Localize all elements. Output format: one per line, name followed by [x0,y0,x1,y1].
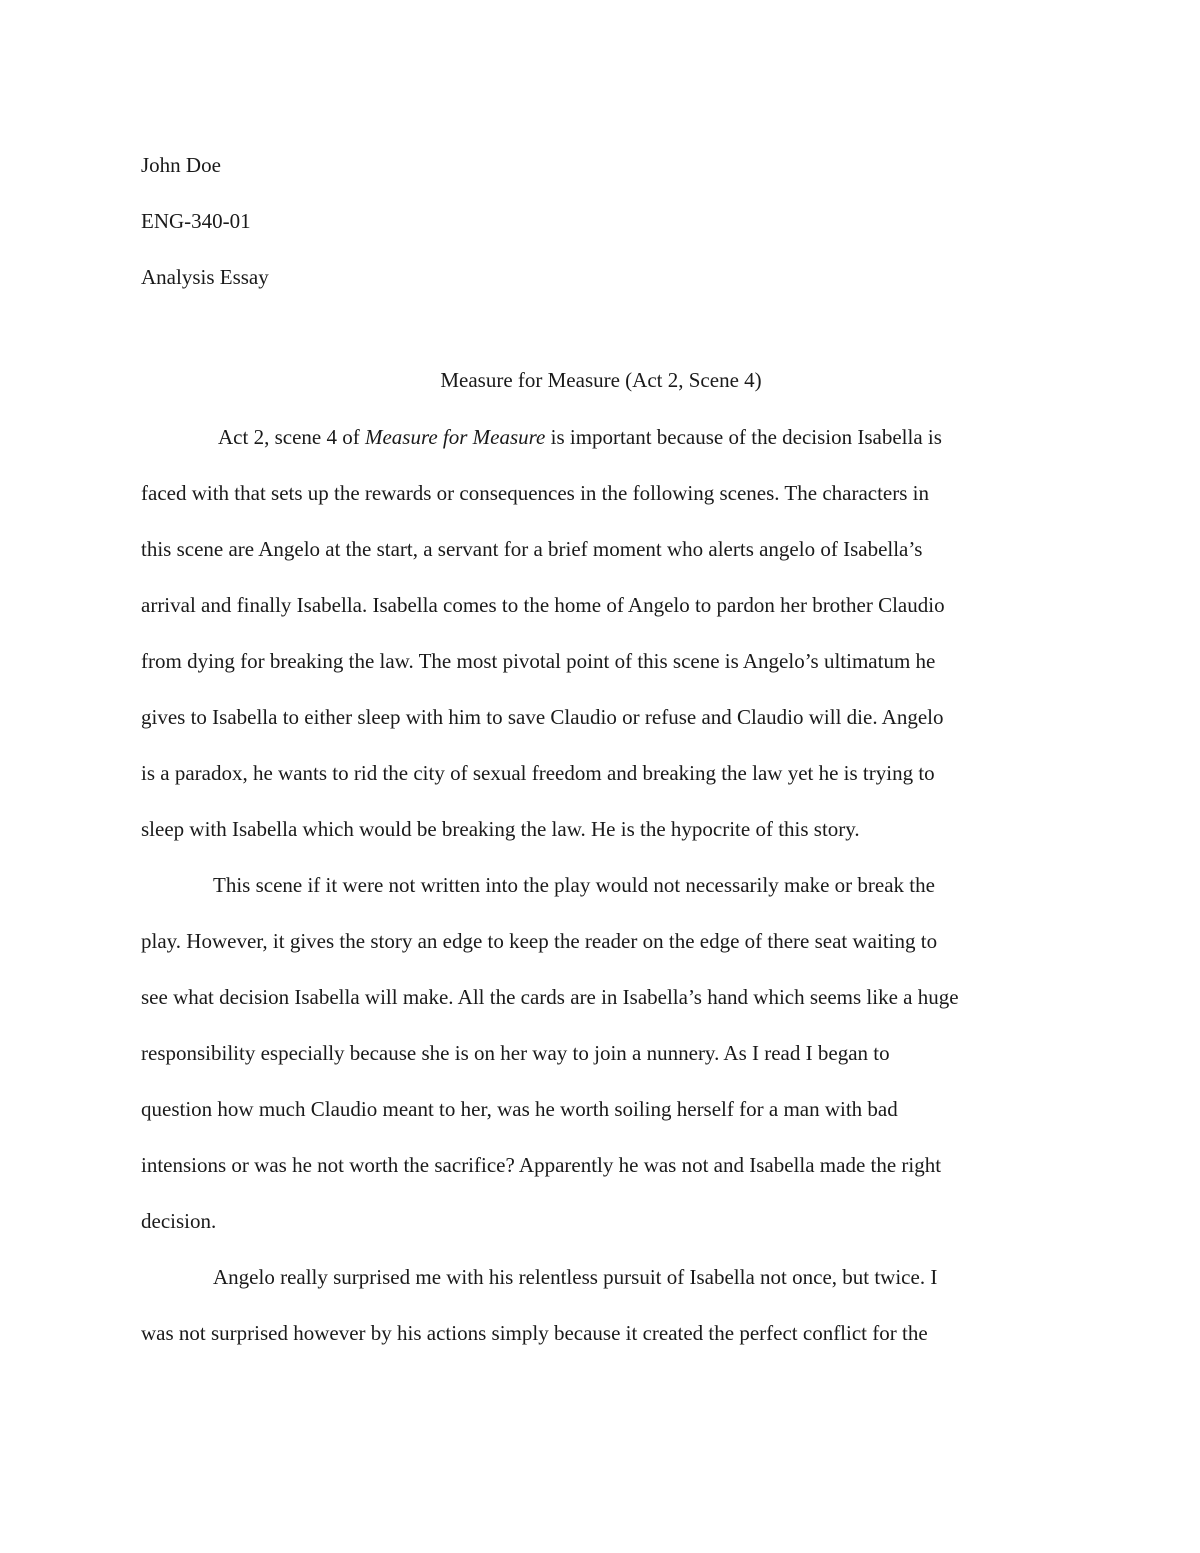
paragraph-1-line-7: is a paradox, he wants to rid the city of sexual freedom and breaking the law yet he is trying to [141,761,935,785]
text-run: is important because of the decision Isabella is [545,425,942,449]
essay-body [141,409,1061,1361]
paragraph-1 [141,409,1061,857]
paragraph-1-line-4: arrival and finally Isabella. Isabella comes to the home of Angelo to pardon her brother Claudio [141,593,945,617]
course-code: ENG-340-01 [141,209,251,233]
paragraph-2-line-2: play. However, it gives the story an edge to keep the reader on the edge of there seat waiting to [141,929,938,953]
essay-header [141,137,1061,305]
author-name: John Doe [141,153,221,177]
paragraph-3-line-1: Angelo really surprised me with his relentless pursuit of Isabella not once, but twice. I [213,1265,938,1289]
paragraph-3-line-2: was not surprised however by his actions simply because it created the perfect conflict for the [141,1321,928,1345]
assignment-type: Analysis Essay [141,265,269,289]
paragraph-2-line-5: question how much Claudio meant to her, was he worth soiling herself for a man with bad [141,1097,898,1121]
paragraph-1-line-5: from dying for breaking the law. The most pivotal point of this scene is Angelo’s ultimatum he [141,649,936,673]
paragraph-1-line-2: faced with that sets up the rewards or consequences in the following scenes. The characters in [141,481,930,505]
paragraph-1-line-8: sleep with Isabella which would be breaking the law. He is the hypocrite of this story. [141,817,860,841]
paragraph-1-line-6: gives to Isabella to either sleep with him to save Claudio or refuse and Claudio will die. Angelo [141,705,944,729]
paragraph-2-line-4: responsibility especially because she is on her way to join a nunnery. As I read I began to [141,1041,890,1065]
paragraph-3 [141,1249,1061,1361]
essay-title: Measure for Measure (Act 2, Scene 4) [440,368,762,392]
play-title-italic: Measure for Measure [364,425,546,449]
paragraph-2-line-7: decision. [141,1209,217,1233]
paragraph-2-line-6: intensions or was he not worth the sacrifice? Apparently he was not and Isabella made the right [141,1153,942,1177]
paragraph-2-line-1: This scene if it were not written into the play would not necessarily make or break the [213,873,935,897]
paragraph-1-line-1 [141,409,1061,465]
paragraph-2 [141,857,1061,1249]
paragraph-2-line-3: see what decision Isabella will make. All the cards are in Isabella’s hand which seems like a huge [141,985,959,1009]
paragraph-1-line-3: this scene are Angelo at the start, a servant for a brief moment who alerts angelo of Isabella’s [141,537,923,561]
text-run: Act 2, scene 4 of [218,425,365,449]
